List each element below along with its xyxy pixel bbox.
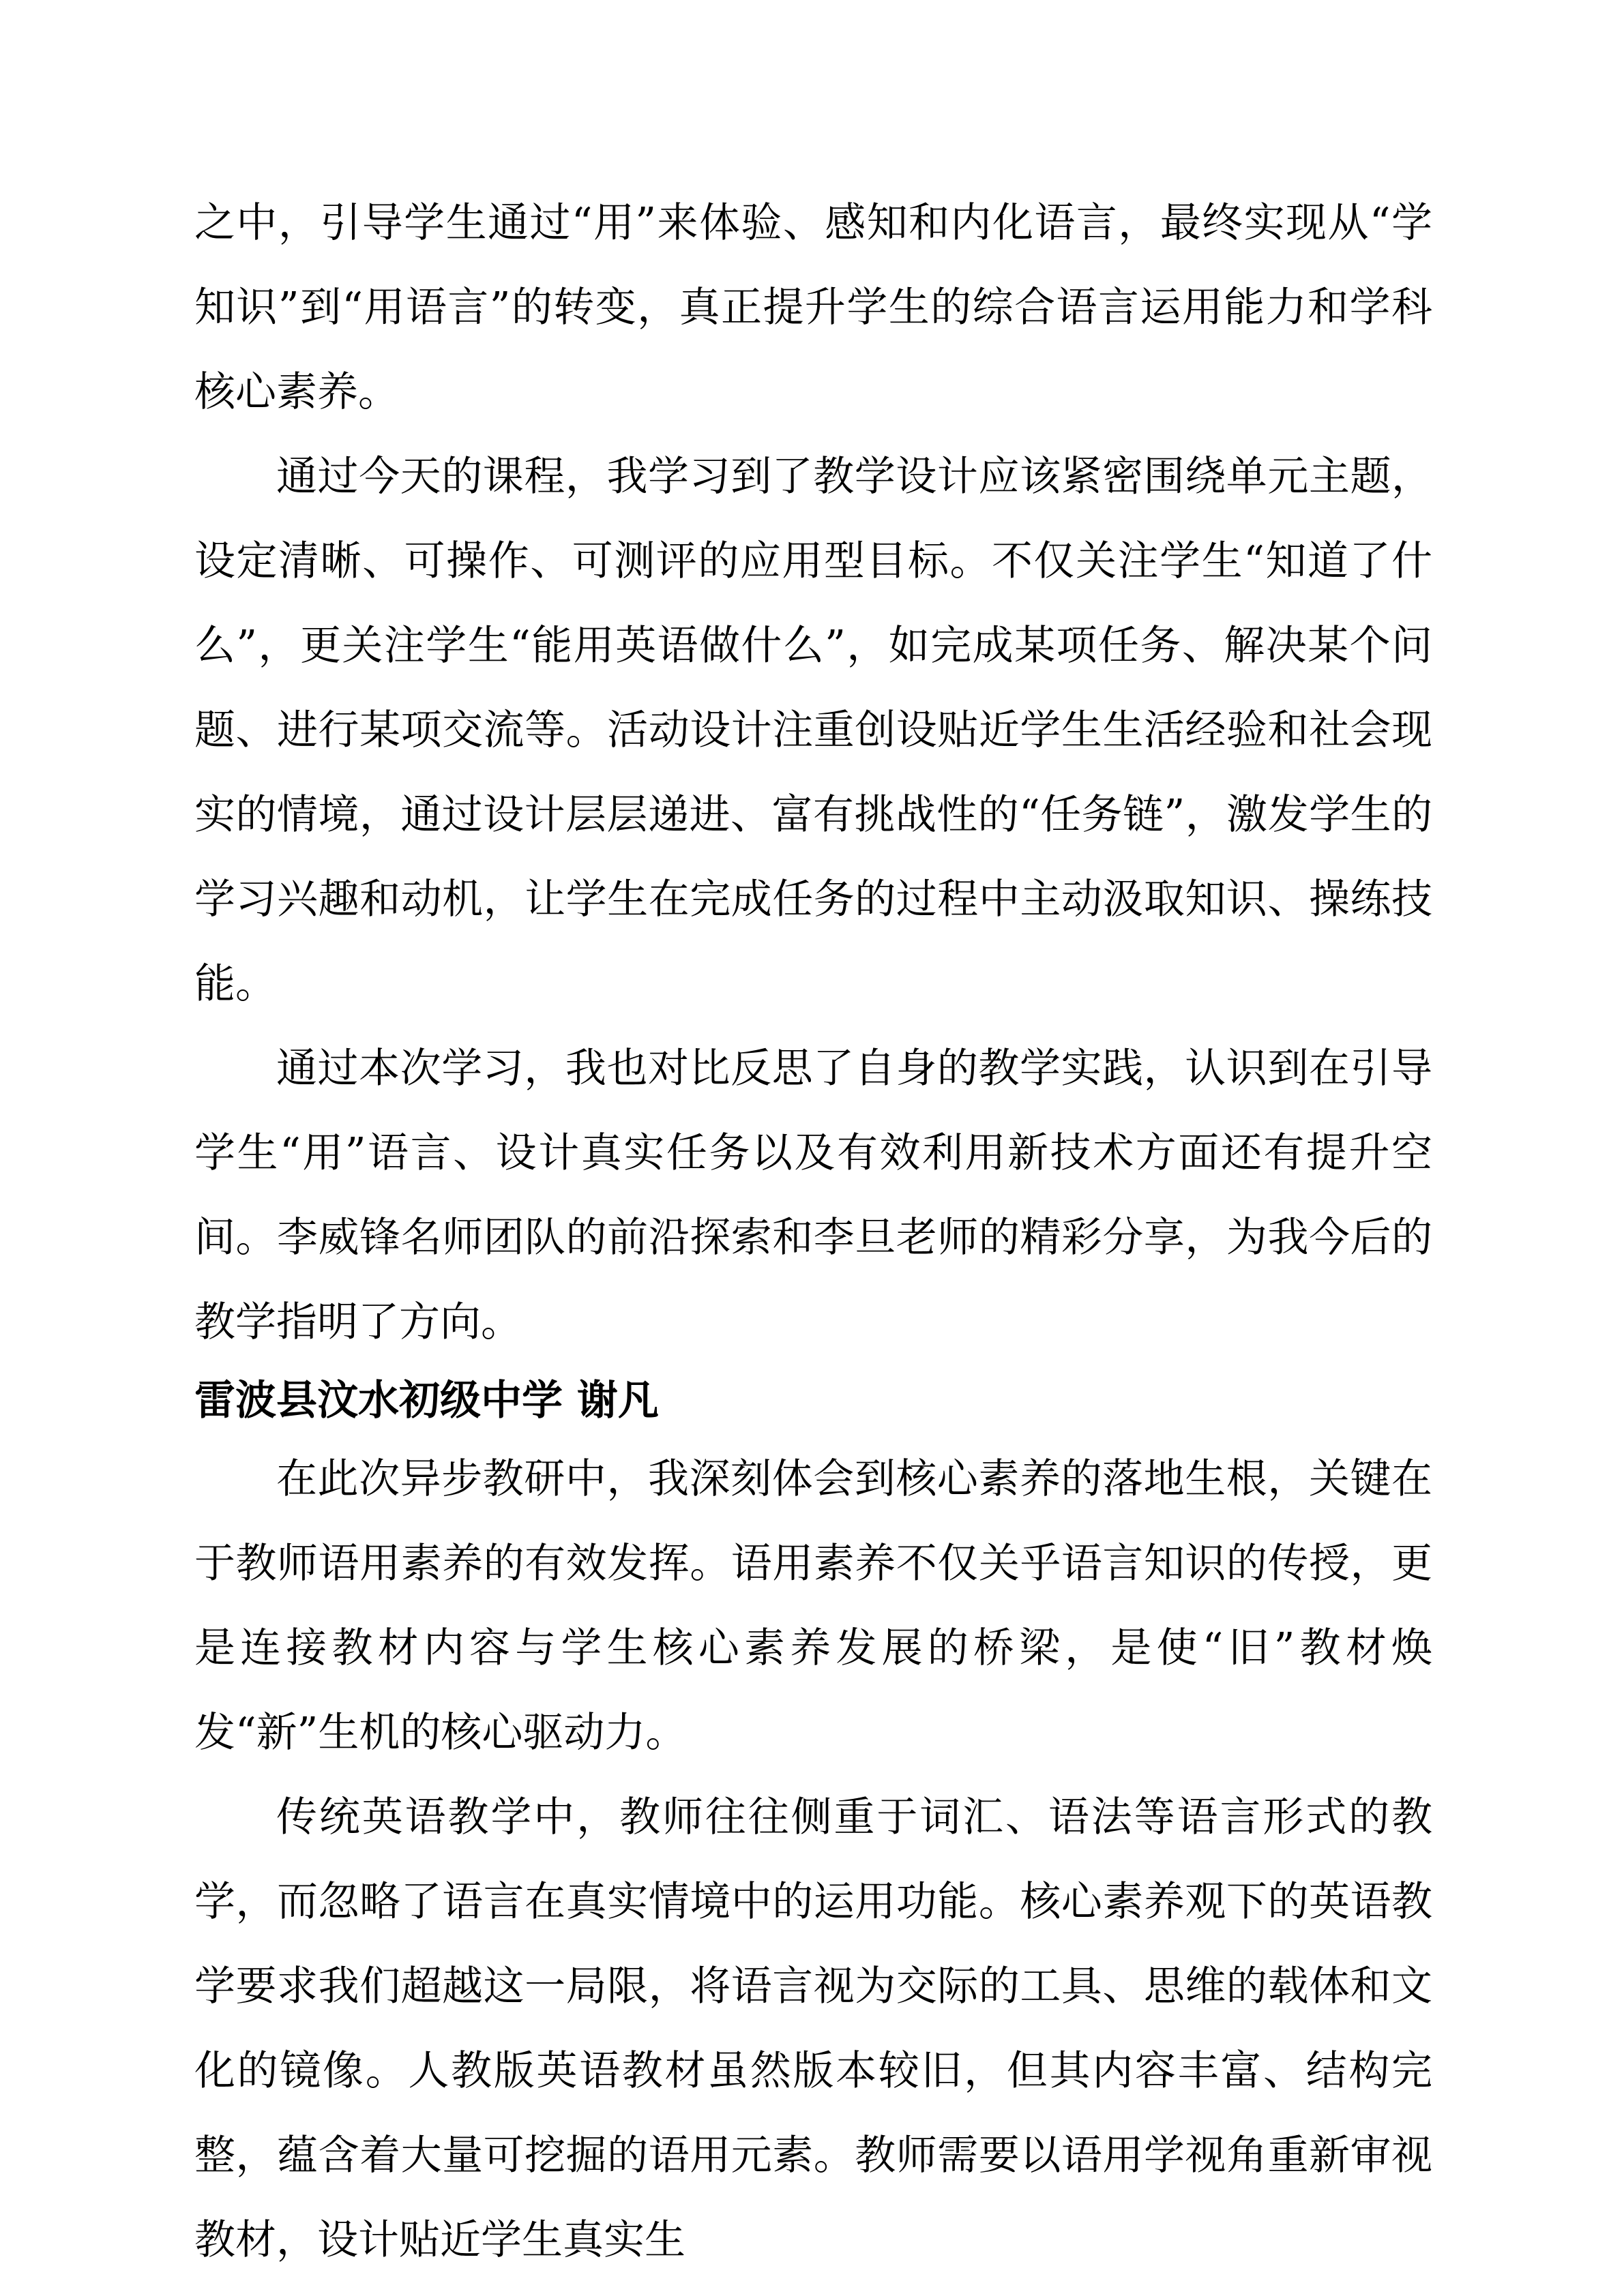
school-author-heading: 雷波县汶水初级中学 谢凡 xyxy=(194,1377,659,1425)
document-content xyxy=(194,181,1432,2282)
paragraph-traditional-teaching: 传统英语教学中，教师往往侧重于词汇、语法等语言形式的教学，而忽略了语言在真实情境中的运用功能。核心素养观下的英语教学要求我们超越这一局限，将语言视为交际的工具、思维的载体和文化的镜像。人教版英语教材虽然版本较旧，但其内容丰富、结构完整，蕴含着大量可挖掘的语用元素。教师需要以语用学视角重新审视教材，设计贴近学生真实生 xyxy=(194,1793,1432,2264)
paragraph-async-research: 在此次异步教研中，我深刻体会到核心素养的落地生根，关键在于教师语用素养的有效发挥。语用素养不仅关乎语言知识的传授，更是连接教材内容与学生核心素养发展的桥梁，是使“旧”教材焕发“新”生机的核心驱动力。 xyxy=(194,1455,1432,1757)
paragraph-continuation: 之中，引导学生通过“用”来体验、感知和内化语言，最终实现从“学知识”到“用语言”的转变，真正提升学生的综合语言运用能力和学科核心素养。 xyxy=(194,199,1432,416)
paragraph-self-comparison: 通过本次学习，我也对比反思了自身的教学实践，认识到在引导学生“用”语言、设计真实任务以及有效利用新技术方面还有提升空间。李威锋名师团队的前沿探索和李旦老师的精彩分享，为我今后的教学指明了方向。 xyxy=(194,1045,1432,1346)
paragraph-course-reflection: 通过今天的课程，我学习到了教学设计应该紧密围绕单元主题，设定清晰、可操作、可测评的应用型目标。不仅关注学生“知道了什么”，更关注学生“能用英语做什么”，如完成某项任务、解决某个问题、进行某项交流等。活动设计注重创设贴近学生生活经验和社会现实的情境，通过设计层层递进、富有挑战性的“任务链”，激发学生的学习兴趣和动机，让学生在完成任务的过程中主动汲取知识、操练技能。 xyxy=(194,453,1432,1008)
